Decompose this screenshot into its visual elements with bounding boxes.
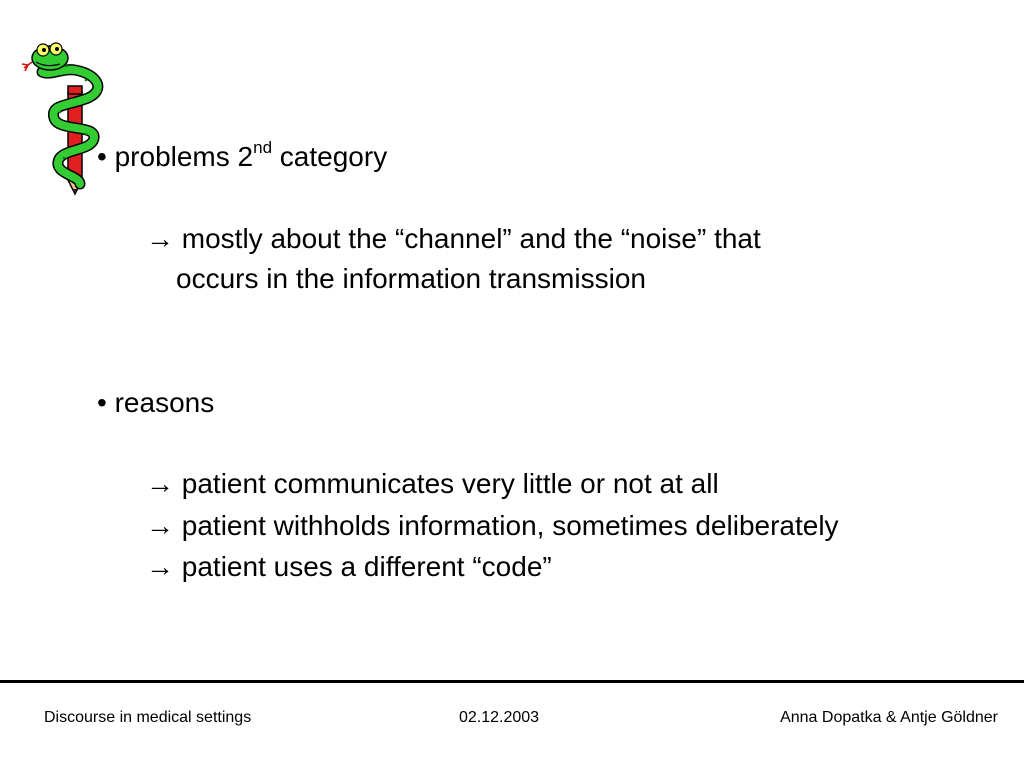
- section1-label-post: category: [272, 141, 388, 172]
- section1-point-line2: [176, 262, 646, 296]
- bullet-reasons: [97, 386, 214, 420]
- footer-date: 02.12.2003: [459, 709, 540, 726]
- arrow-icon: →: [146, 551, 174, 582]
- section1-label-sup: nd: [253, 137, 273, 157]
- section1-label-pre: problems 2: [114, 141, 254, 172]
- arrow-icon: →: [146, 510, 174, 541]
- reason-item: [146, 509, 839, 543]
- reason-text: patient withholds information, sometimes deliberately: [181, 510, 839, 541]
- footer-divider: [0, 680, 1024, 683]
- arrow-icon: →: [146, 468, 174, 499]
- reason-text: patient communicates very little or not at all: [181, 468, 719, 499]
- snake-pencil-logo-icon: [20, 38, 125, 198]
- section1-point-text: mostly about the “channel” and the “noise” that: [181, 223, 761, 254]
- bullet-glyph: •: [97, 387, 107, 418]
- reason-item: [146, 467, 719, 501]
- footer-authors: Anna Dopatka & Antje Göldner: [780, 709, 998, 726]
- section1-point-line1: [146, 222, 761, 256]
- section1-point-text-cont: occurs in the information transmission: [176, 263, 646, 294]
- arrow-icon: →: [146, 223, 174, 254]
- section2-label: reasons: [114, 387, 215, 418]
- bullet-glyph: •: [97, 141, 107, 172]
- reason-item: [146, 550, 552, 584]
- reason-text: patient uses a different “code”: [181, 551, 552, 582]
- bullet-problems-2nd-category: [97, 137, 388, 174]
- footer-title: Discourse in medical settings: [44, 709, 252, 726]
